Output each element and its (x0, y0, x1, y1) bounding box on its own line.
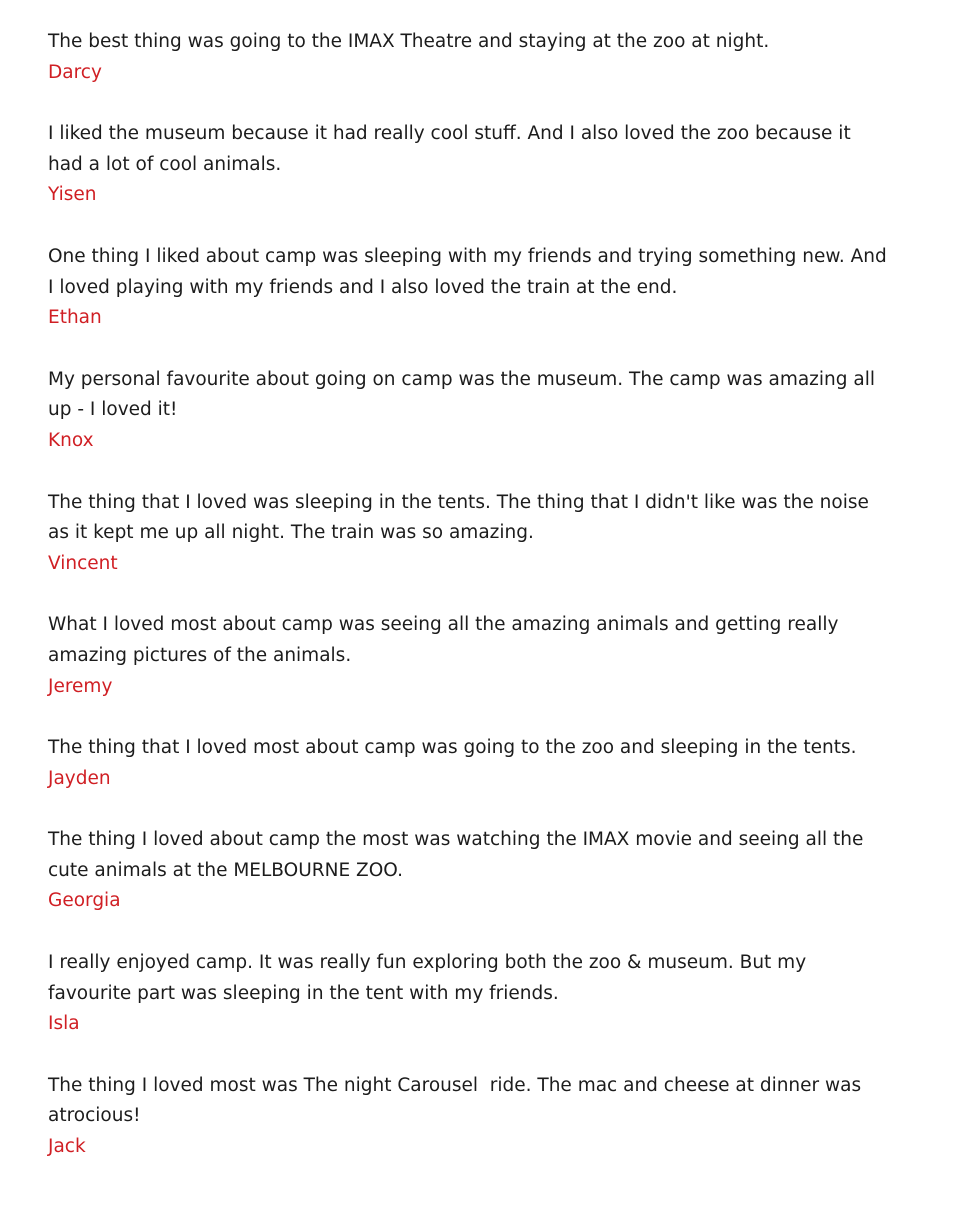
testimonial-block (48, 119, 889, 211)
student-name: Ethan (48, 307, 102, 329)
testimonial-text: The thing that I loved was sleeping in the tents. The thing that I didn't like was the noise as it kept me up all night. The train was so amazing. (48, 491, 875, 544)
testimonial-text: My personal favourite about going on camp was the museum. The camp was amazing all up - I loved it! (48, 368, 881, 421)
testimonial-block (48, 242, 893, 334)
testimonial-text: What I loved most about camp was seeing all the amazing animals and getting really amazing pictures of the animals. (48, 614, 845, 666)
testimonial-block (48, 27, 889, 88)
student-name: Jack (48, 1136, 86, 1158)
testimonial-block (48, 825, 889, 917)
testimonial-block (48, 948, 889, 1040)
testimonial-block (48, 1071, 889, 1163)
testimonial-text: I really enjoyed camp. It was really fun exploring both the zoo & museum. But my favourite part was sleeping in the tent with my friends. (48, 952, 813, 1004)
student-name: Jeremy (48, 675, 113, 697)
testimonial-text: One thing I liked about camp was sleeping with my friends and trying something new. And I loved playing with my friends and I also loved the train at the end. (48, 245, 893, 298)
student-name: Darcy (48, 61, 102, 83)
student-name: Jayden (48, 767, 111, 789)
testimonial-text: The thing I loved most was The night Carousel ride. The mac and cheese at dinner was atrocious! (48, 1074, 868, 1127)
testimonial-text: The best thing was going to the IMAX Theatre and staying at the zoo at night. (48, 31, 770, 52)
student-name: Isla (48, 1013, 80, 1035)
testimonial-block (48, 365, 889, 457)
testimonial-text: I liked the museum because it had really cool stuff. And I also loved the zoo because it had a lot of cool animals. (48, 123, 857, 175)
student-name: Yisen (48, 184, 97, 206)
testimonial-block (48, 488, 889, 580)
testimonial-text: The thing that I loved most about camp was going to the zoo and sleeping in the tents. (48, 737, 857, 759)
student-name: Georgia (48, 890, 121, 912)
student-name: Knox (48, 429, 94, 451)
testimonial-text: The thing I loved about camp the most was watching the IMAX movie and seeing all the cute animals at the MELBOURNE ZOO. (48, 829, 870, 881)
student-name: Vincent (48, 552, 118, 574)
testimonial-block (48, 733, 889, 794)
testimonial-block (48, 610, 889, 702)
